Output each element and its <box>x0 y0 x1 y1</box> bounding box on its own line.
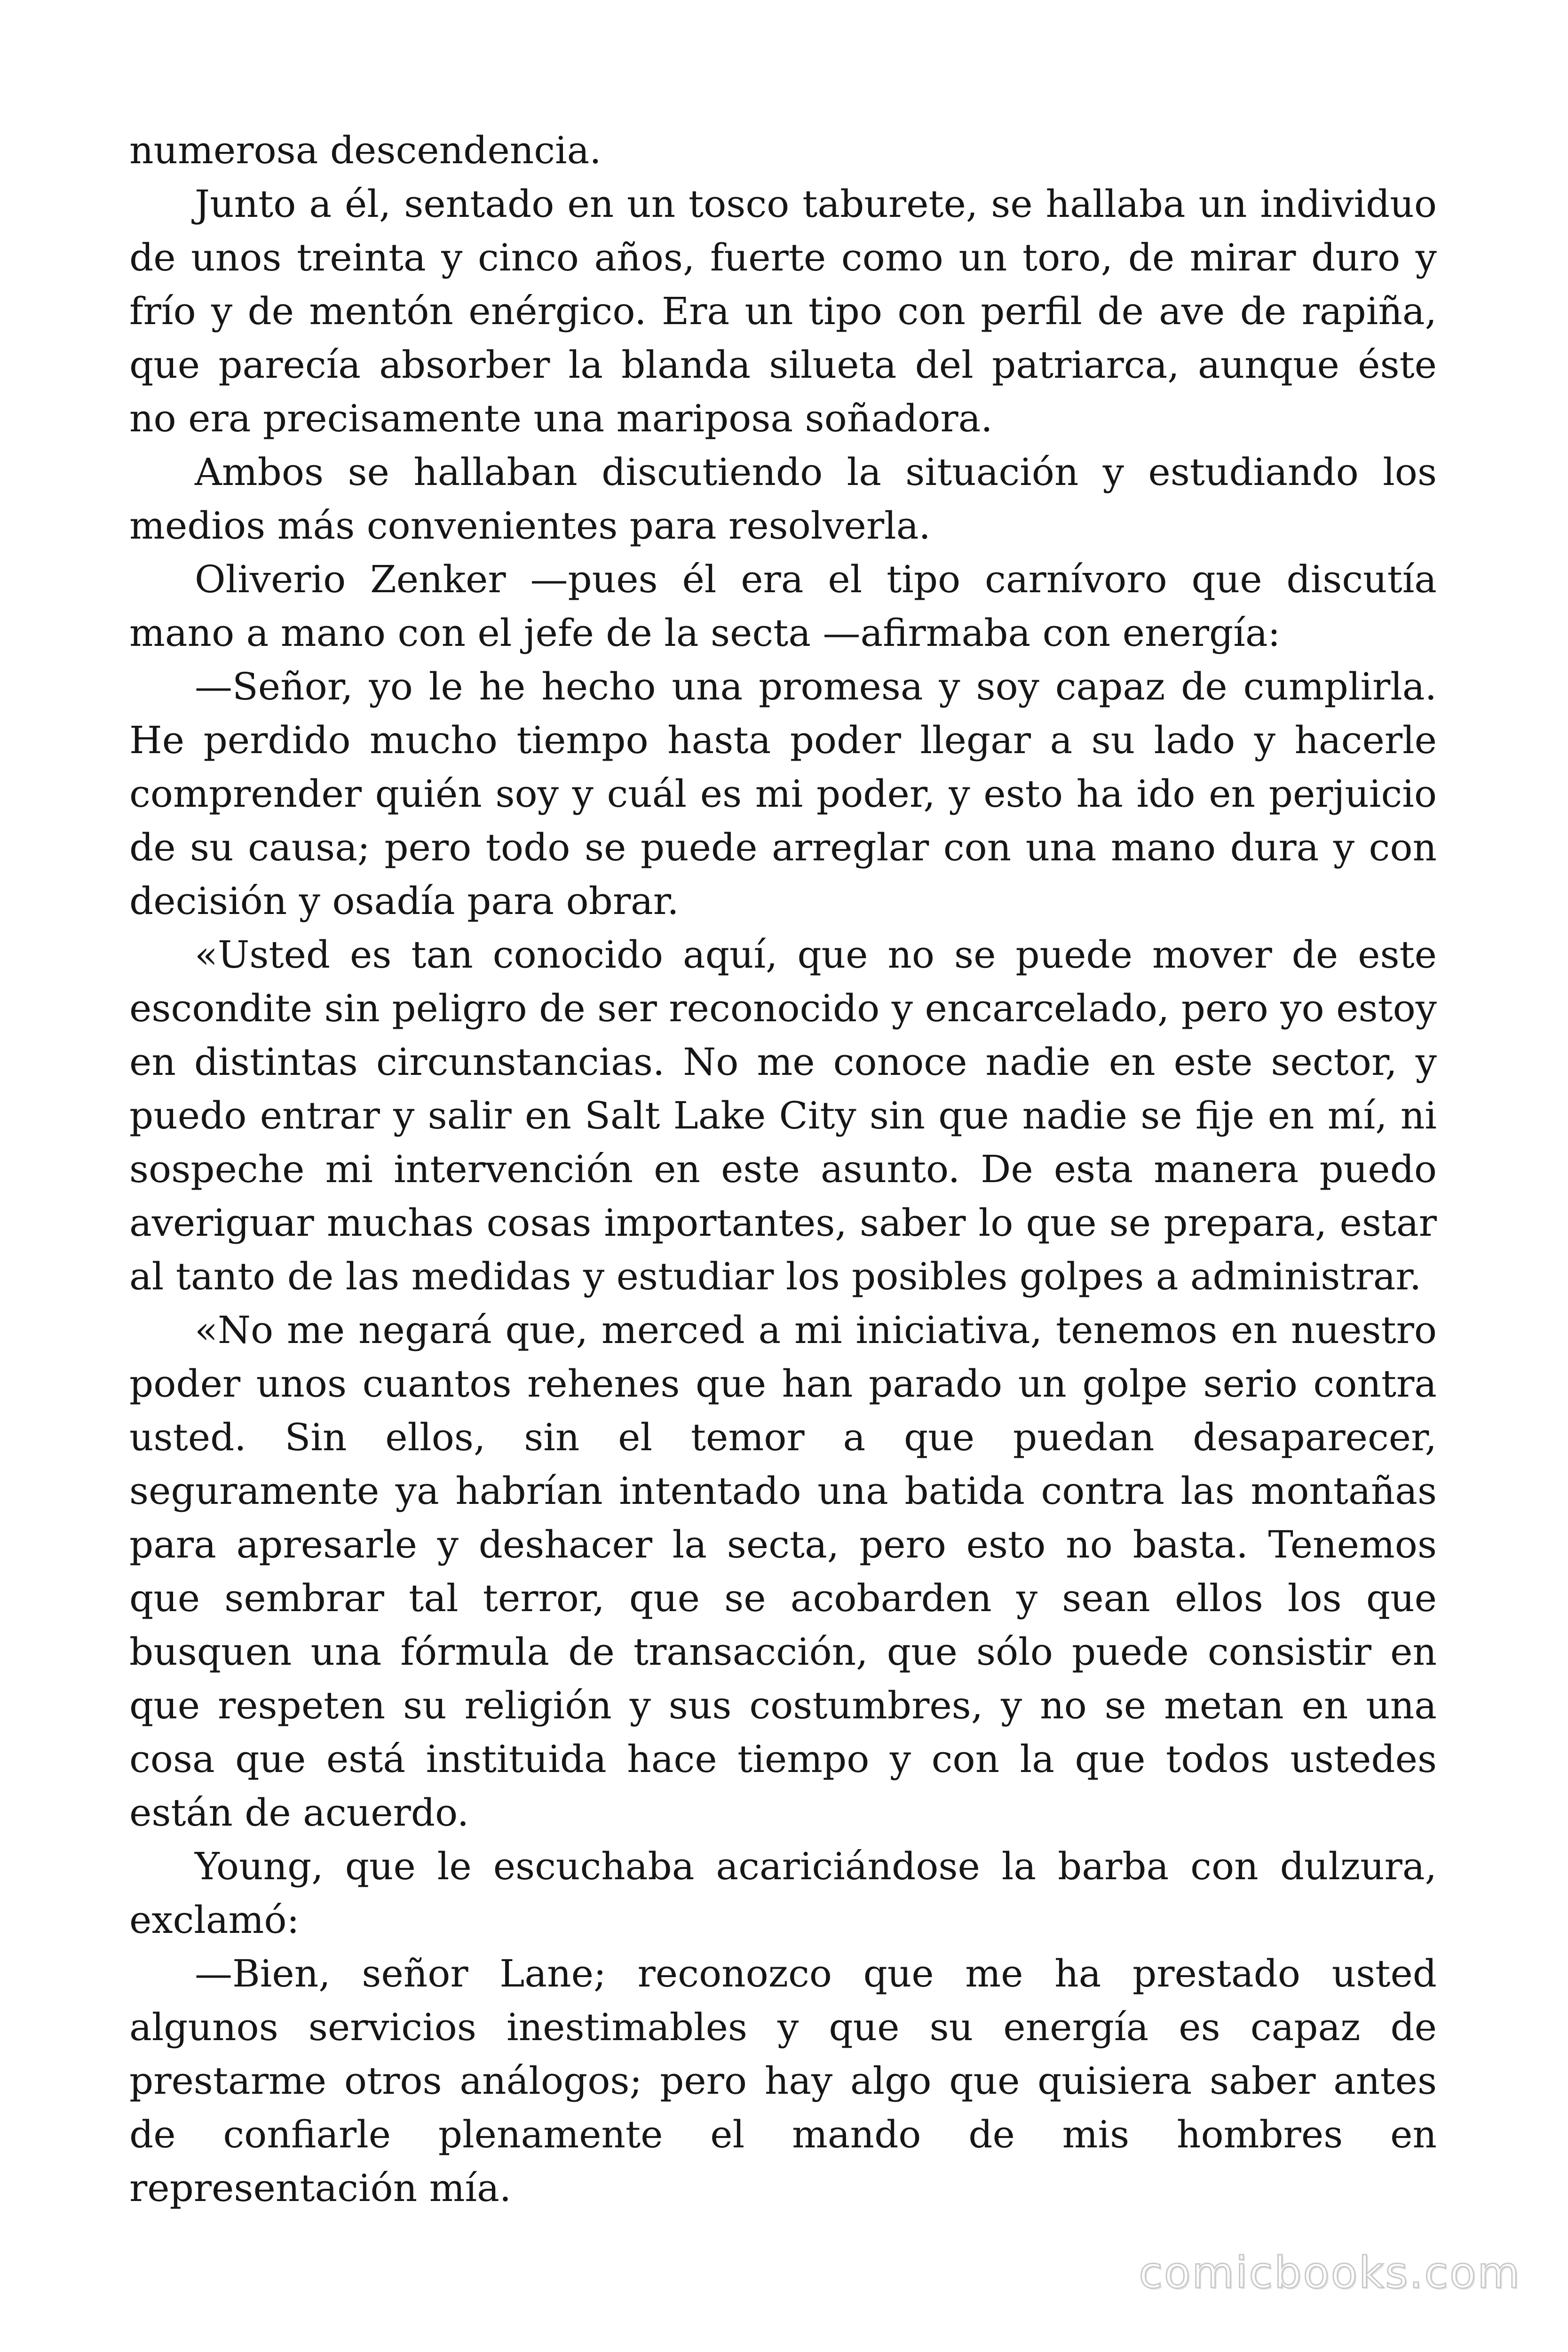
paragraph-junto: Junto a él, sentado en un tosco taburete, se hallaba un individuo de unos treinta y cinco años, fuerte como un toro, de mirar duro y frío y de mentón enérgico. Era un tipo con perfil de ave de rapiña, que parecía absorber la blanda silueta del patriarca, aunque éste no era precisamente una mariposa soñadora. <box>129 182 1437 440</box>
paragraph-oliverio: Oliverio Zenker —pues él era el tipo carnívoro que discutía mano a mano con el jefe de la secta —afirmaba con energía: <box>129 557 1437 655</box>
paragraph-dialogue-no-me: «No me negará que, merced a mi iniciativa, tenemos en nuestro poder unos cuantos rehenes que han parado un golpe serio contra usted. Sin ellos, sin el temor a que puedan desaparecer, seguramente ya habrían intentado una batida contra las montañas para apresarle y deshacer la secta, pero esto no basta. Tenemos que sembrar tal terror, que se acobarden y sean ellos los que busquen una fórmula de transacción, que sólo puede consistir en que respeten su religión y sus costumbres, y no se metan en una cosa que está instituida hace tiempo y con la que todos ustedes están de acuerdo. <box>129 1308 1437 1835</box>
paragraph-ambos: Ambos se hallaban discutiendo la situación y estudiando los medios más convenientes para resolverla. <box>129 450 1437 548</box>
page-body <box>129 124 1437 2215</box>
paragraph-young: Young, que le escuchaba acariciándose la barba con dulzura, exclamó: <box>129 1844 1437 1942</box>
paragraph-continued: numerosa descendencia. <box>129 128 602 172</box>
paragraph-dialogue-senor: —Señor, yo le he hecho una promesa y soy capaz de cumplirla. He perdido mucho tiempo hasta poder llegar a su lado y hacerle comprender quién soy y cuál es mi poder, y esto ha ido en perjuicio de su causa; pero todo se puede arreglar con una mano dura y con decisión y osadía para obrar. <box>129 665 1437 923</box>
paragraph-dialogue-usted: «Usted es tan conocido aquí, que no se puede mover de este escondite sin peligro de ser reconocido y encarcelado, pero yo estoy en distintas circunstancias. No me conoce nadie en este sector, y puedo entrar y salir en Salt Lake City sin que nadie se fije en mí, ni sospeche mi intervención en este asunto. De esta manera puedo averiguar muchas cosas importantes, saber lo que se prepara, estar al tanto de las medidas y estudiar los posibles golpes a administrar. <box>129 933 1437 1298</box>
paragraph-dialogue-bien: —Bien, señor Lane; reconozco que me ha prestado usted algunos servicios inestimables y que su energía es capaz de prestarme otros análogos; pero hay algo que quisiera saber antes de confiarle plenamente el mando de mis hombres en representación mía. <box>129 1952 1437 2210</box>
watermark: comicbooks.com <box>1139 2248 1521 2298</box>
